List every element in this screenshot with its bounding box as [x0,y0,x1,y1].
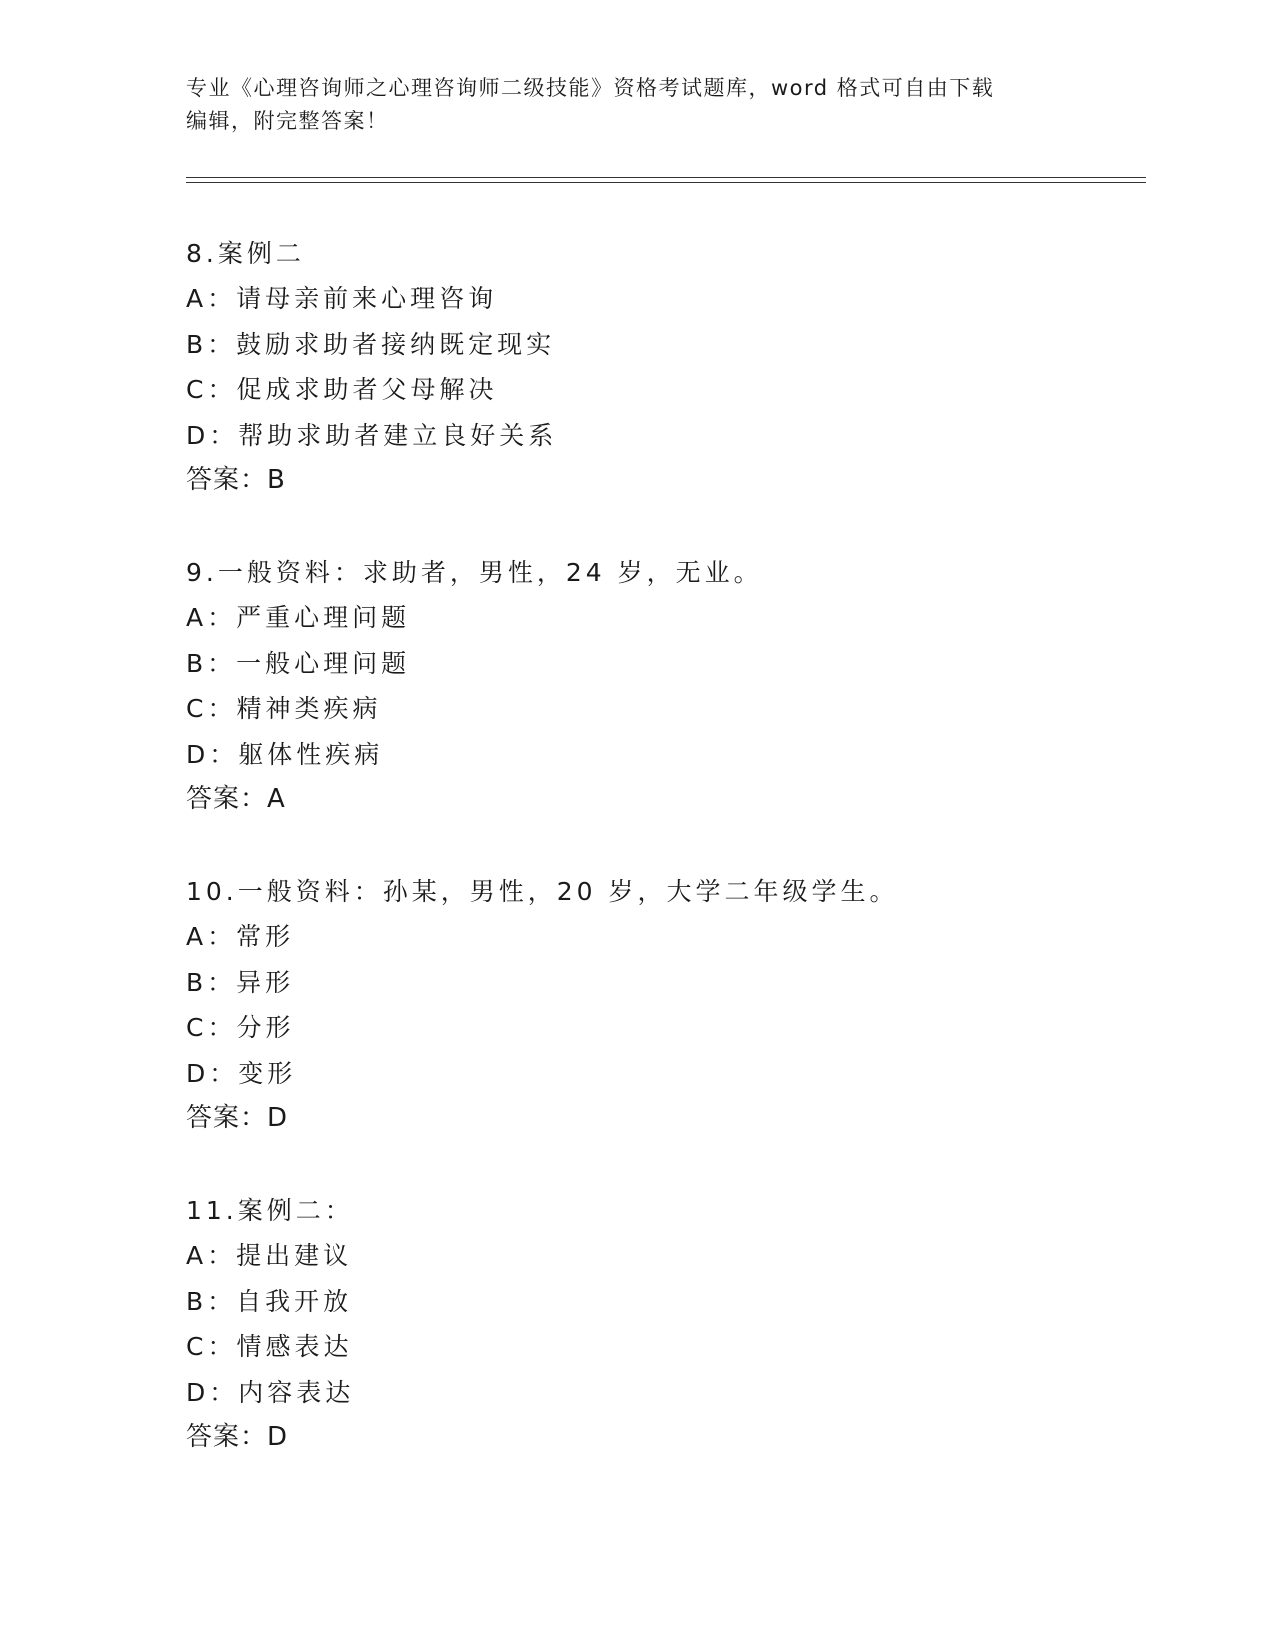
option-d: D：躯体性疾病 [186,739,384,769]
option-c: C：分形 [186,1013,295,1043]
option-d: D：内容表达 [186,1377,355,1407]
document-header [186,72,1086,138]
option-a: A：严重心理问题 [186,603,411,633]
option-b: B：鼓励求助者接纳既定现实 [186,329,556,359]
option-d: D：变形 [186,1058,297,1088]
answer-line: 答案：B [186,464,286,495]
answer-line: 答案：A [186,783,286,814]
question-10 [186,869,1146,1141]
option-a: A：提出建议 [186,1241,353,1271]
question-stem: 11.案例二： [186,1196,354,1225]
header-divider-bottom [186,182,1146,183]
option-a: A：请母亲前来心理咨询 [186,284,498,314]
question-11 [186,1188,1146,1460]
header-line-2: 编辑，附完整答案！ [186,109,389,133]
question-9 [186,550,1146,822]
question-stem: 9.一般资料：求助者，男性，24 岁，无业。 [186,558,763,587]
option-c: C：促成求助者父母解决 [186,375,498,405]
option-b: B：自我开放 [186,1286,353,1316]
question-8 [186,231,1146,503]
option-c: C：情感表达 [186,1332,353,1362]
option-a: A：常形 [186,922,295,952]
question-stem: 10.一般资料：孙某，男性，20 岁，大学二年级学生。 [186,877,899,906]
option-b: B：异形 [186,967,295,997]
header-divider-top [186,177,1146,178]
header-line-1: 专业《心理咨询师之心理咨询师二级技能》资格考试题库，word 格式可自由下载 [186,76,995,100]
question-stem: 8.案例二 [186,239,305,268]
option-d: D：帮助求助者建立良好关系 [186,420,558,450]
option-c: C：精神类疾病 [186,694,382,724]
option-b: B：一般心理问题 [186,648,411,678]
answer-line: 答案：D [186,1421,289,1452]
answer-line: 答案：D [186,1102,289,1133]
